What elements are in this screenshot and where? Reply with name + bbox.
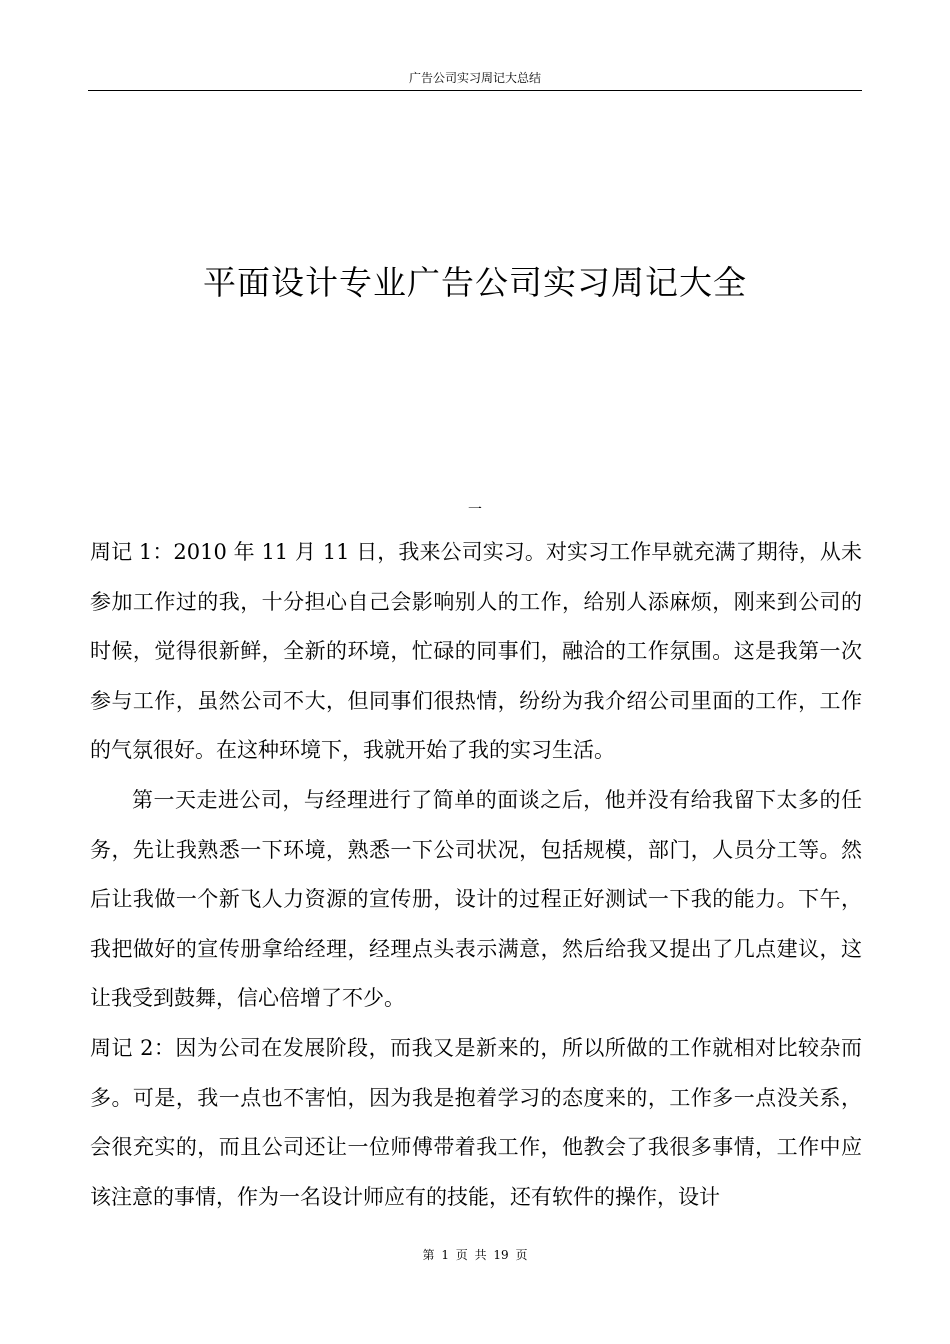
page-number: 第 1 页 共 19 页 <box>422 1248 528 1262</box>
page-footer <box>88 1247 862 1263</box>
header-text: 广告公司实习周记大总结 <box>408 71 541 85</box>
page-header <box>88 70 862 91</box>
paragraph-weekly-1: 周记 1：2010 年 11 月 11 日，我来公司实习。对实习工作早就充满了期待，从未参加工作过的我，十分担心自己会影响别人的工作，给别人添麻烦，刚来到公司的时候，觉得很新鲜，全新的环境，忙碌的同事们，融洽的工作氛围。这是我第一次参与工作，虽然公司不大，但同事们很热情，纷纷为我介绍公司里面的工作，工作的气氛很好。在这种环境下，我就开始了我的实习生活。 <box>90 540 862 763</box>
document-body <box>90 528 862 1222</box>
paragraph-first-day: 第一天走进公司，与经理进行了简单的面谈之后，他并没有给我留下太多的任务，先让我熟悉一下环境，熟悉一下公司状况，包括规模，部门，人员分工等。然后让我做一个新飞人力资源的宣传册，设计的过程正好测试一下我的能力。下午，我把做好的宣传册拿给经理，经理点头表示满意，然后给我又提出了几点建议，这让我受到鼓舞，信心倍增了不少。 <box>90 787 862 1011</box>
document-title: 平面设计专业广告公司实习周记大全 <box>203 263 747 302</box>
section-marker: 一 <box>468 502 482 518</box>
paragraph-weekly-2: 周记 2：因为公司在发展阶段，而我又是新来的，所以所做的工作就相对比较杂而多。可是，我一点也不害怕，因为我是抱着学习的态度来的，工作多一点没关系，会很充实的，而且公司还让一位师傅带着我工作，他教会了我很多事情，工作中应该注意的事情，作为一名设计师应有的技能，还有软件的操作，设计 <box>90 1035 862 1209</box>
